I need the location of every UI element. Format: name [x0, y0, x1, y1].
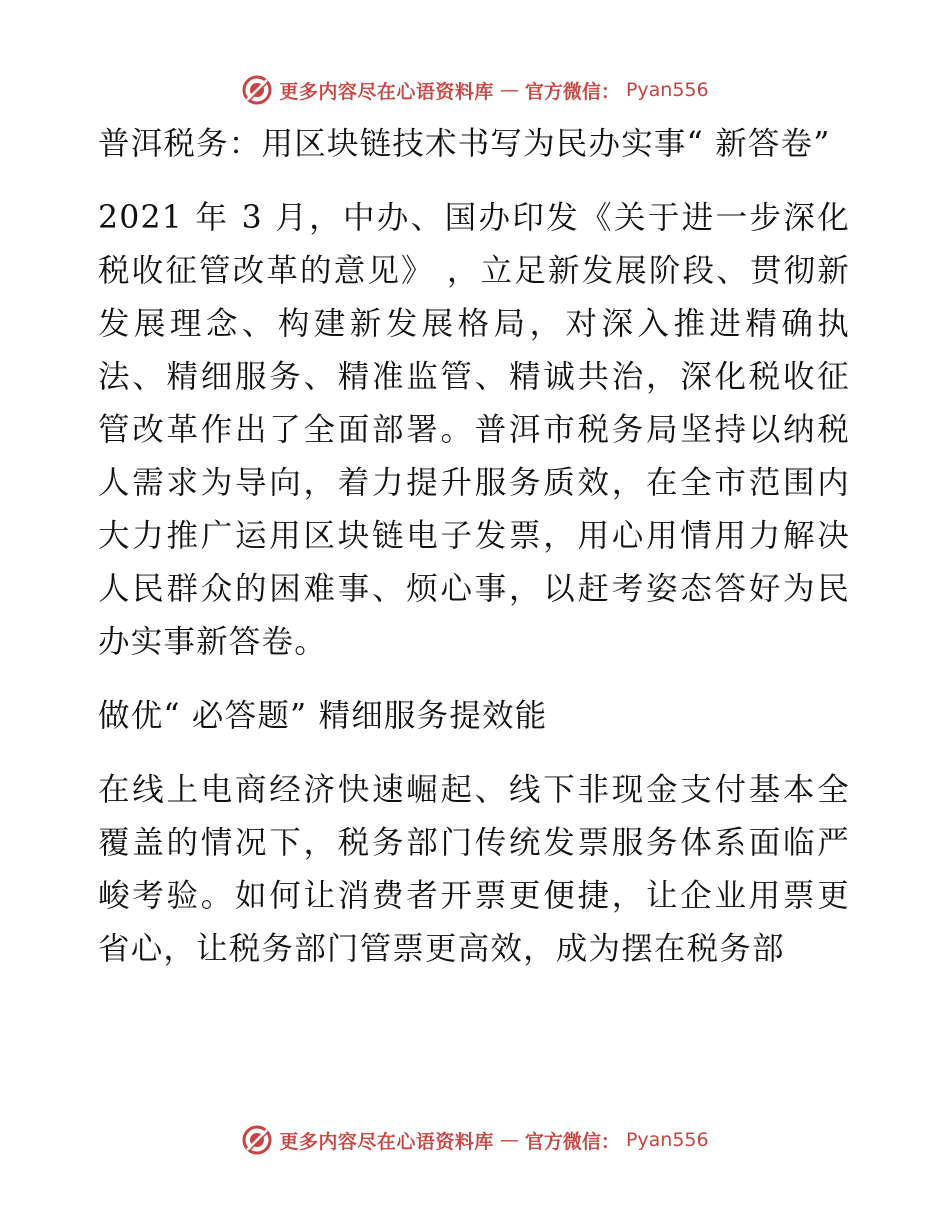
watermark-dash: —: [499, 1129, 519, 1151]
document-title: 普洱税务：用区块链技术书写为民办实事“ 新答卷”: [98, 126, 831, 162]
watermark-wechat-id: Pyan556: [625, 1129, 709, 1151]
stamp-logo-icon: [241, 74, 273, 106]
paragraph-1: 2021 年 3 月，中办、国办印发《关于进一步深化税收征管改革的意见》 ，立足新发展阶段、贯彻新发展理念、构建新发展格局，对深入推进精确执法、精细服务、精准监管、精诚共治，深化税收征管改革作出了全面部署。普洱市税务局坚持以纳税人需求为导向，着力提升服务质效，在全市范围内大力推广运用区块链电子发票，用心用情用力解决人民群众的困难事、烦心事，以赶考姿态答好为民办实事新答卷。: [98, 200, 850, 660]
stamp-logo-icon: [241, 1124, 273, 1156]
watermark-wechat-id: Pyan556: [625, 79, 709, 101]
section-heading-1: 做优“ 必答题” 精细服务提效能: [98, 698, 548, 734]
document-body: [98, 118, 850, 997]
watermark-header: [0, 70, 950, 110]
watermark-main-text: 更多内容尽在心语资料库: [279, 1130, 494, 1153]
paragraph-2: 在线上电商经济快速崛起、线下非现金支付基本全覆盖的情况下，税务部门传统发票服务体系面临严峻考验。如何让消费者开票更便捷，让企业用票更省心，让税务部门管票更高效，成为摆在税务部: [98, 772, 850, 967]
watermark-main-text: 更多内容尽在心语资料库: [279, 80, 494, 103]
watermark-footer: [0, 1120, 950, 1160]
watermark-sub-text: 官方微信：: [524, 1130, 620, 1153]
watermark-sub-text: 官方微信：: [524, 80, 620, 103]
watermark-dash: —: [499, 79, 519, 101]
